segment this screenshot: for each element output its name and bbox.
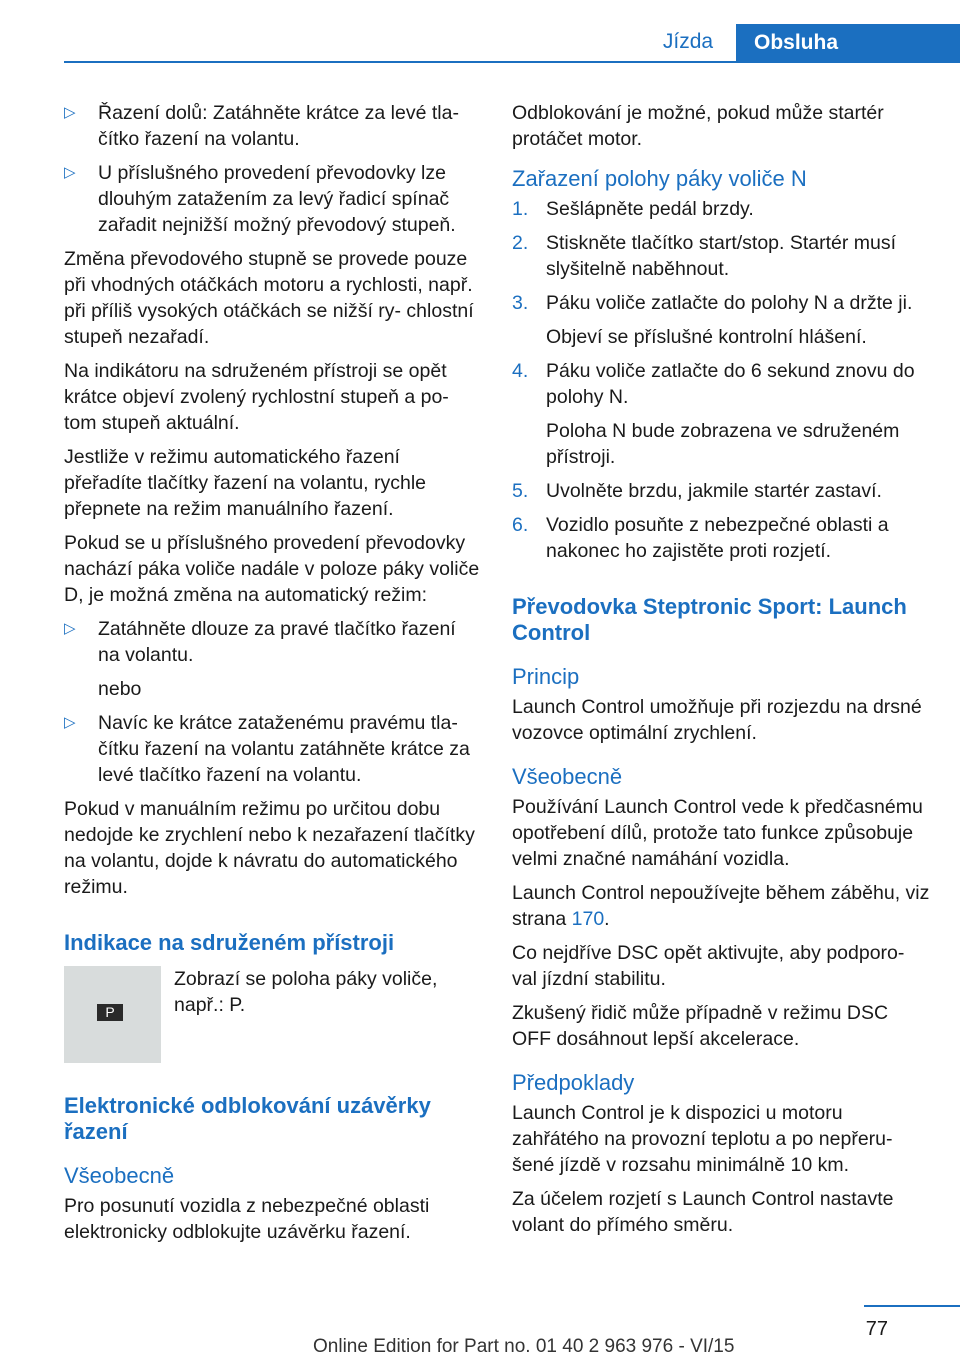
step-item	[512, 512, 932, 564]
step-note: Objeví se příslušné kontrolní hlášení.	[546, 326, 867, 348]
step-text: Páku voliče zatlačte do 6 sekund znovu do polohy N.	[546, 360, 915, 408]
step-number: 6.	[512, 514, 529, 536]
list-item-text: Navíc ke krátce zataženému pravému tla‐ čítku řazení na volantu zatáhněte krátce za levé tlačítko řazení na volantu.	[98, 712, 470, 786]
page-reference-link[interactable]: 170	[571, 908, 605, 930]
paragraph: Na indikátoru na sdruženém přístroji se opět krátce objeví zvolený rychlostní stupeň a po‐ tom stupeň aktuální.	[64, 360, 449, 434]
paragraph: Pokud v manuálním režimu po určitou dobu nedojde ke zrychlení nebo k nezařazení tlačítky na volantu, dojde k návratu do automatického režimu.	[64, 798, 475, 898]
bullet-triangle-icon: ▷	[64, 714, 76, 731]
bullet-triangle-icon: ▷	[64, 620, 76, 637]
page-number: 77	[865, 1318, 888, 1340]
step-item	[512, 196, 932, 222]
paragraph-text: .	[604, 908, 610, 930]
list-item-text: Řazení dolů: Zatáhněte krátce za levé tla‐ čítko řazení na volantu.	[98, 102, 459, 150]
bullet-triangle-icon: ▷	[64, 164, 76, 181]
paragraph: Pro posunutí vozidla z nebezpečné oblasti elektronicky odblokujte uzávěrku řazení.	[64, 1195, 430, 1243]
list-connector: nebo	[98, 678, 142, 700]
edition-footer: Online Edition for Part no. 01 40 2 963 976 - VI/15	[313, 1336, 735, 1357]
paragraph-text: Launch Control nepoužívejte během záběhu, viz strana	[512, 882, 930, 930]
paragraph: Za účelem rozjetí s Launch Control nastavte volant do přímého směru.	[512, 1188, 894, 1236]
paragraph: Launch Control je k dispozici u motoru zahřátého na provozní teplotu a po nepřeru‐ šené jízdě v rozsahu minimálně 10 km.	[512, 1102, 893, 1176]
step-text: Stiskněte tlačítko start/stop. Startér musí slyšitelně naběhnout.	[546, 232, 897, 280]
paragraph: Co nejdříve DSC opět aktivujte, aby podporo‐ val jízdní stabilitu.	[512, 942, 905, 990]
section-heading-prevodovka: Převodovka Steptronic Sport: Launch Control	[512, 594, 907, 645]
subheading-zarazeni: Zařazení polohy páky voliče N	[512, 166, 807, 191]
list-item	[64, 616, 482, 668]
step-item	[512, 478, 932, 504]
step-text: Sešlápněte pedál brzdy.	[546, 198, 754, 220]
step-number: 3.	[512, 292, 529, 314]
list-item	[64, 710, 482, 788]
header-rule	[64, 61, 960, 63]
paragraph: Používání Launch Control vede k předčasnému opotřebení dílů, protože tato funkce způsobuje velmi značné namáhání vozidla.	[512, 796, 923, 870]
figure-row	[64, 966, 482, 1063]
header-tab-obsluha[interactable]: Obsluha	[736, 24, 960, 62]
paragraph: Jestliže v režimu automatického řazení přeřadíte tlačítky řazení na volantu, rychle přepnete na režim manuálního řazení.	[64, 446, 427, 520]
step-item	[512, 230, 932, 282]
step-note: Poloha N bude zobrazena ve sdruženém přístroji.	[546, 420, 900, 468]
header-tab-jizda[interactable]: Jízda	[662, 30, 714, 53]
subheading-vseobecne: Všeobecně	[512, 764, 623, 789]
paragraph: Launch Control umožňuje při rozjezdu na drsné vozovce optimální zrychlení.	[512, 696, 922, 744]
step-text: Uvolněte brzdu, jakmile startér zastaví.	[546, 480, 882, 502]
step-item	[512, 358, 932, 410]
subheading-predpoklady: Předpoklady	[512, 1070, 635, 1095]
paragraph: Změna převodového stupně se provede pouze při vhodných otáčkách motoru a rychlosti, např. při příliš vysokých otáčkách se nižší ry‐ chlostní stupeň nezařadí.	[64, 248, 474, 348]
gear-display-figure	[64, 966, 161, 1063]
step-number: 4.	[512, 360, 529, 382]
step-number: 5.	[512, 480, 529, 502]
bullet-triangle-icon: ▷	[64, 104, 76, 121]
figure-caption: Zobrazí se poloha páky voliče, např.: P.	[174, 968, 438, 1016]
section-heading-elektronicke: Elektronické odblokování uzávěrky řazení	[64, 1093, 431, 1144]
right-column	[512, 100, 932, 1246]
step-text: Páku voliče zatlačte do polohy N a držte ji.	[546, 292, 913, 314]
list-item	[64, 100, 482, 152]
step-number: 1.	[512, 198, 529, 220]
subheading-princip: Princip	[512, 664, 580, 689]
step-item	[512, 290, 932, 316]
paragraph: Pokud se u příslušného provedení převodovky nachází páka voliče nadále v poloze páky voliče D, je možná změna na automatický režim:	[64, 532, 480, 606]
left-column	[64, 100, 482, 1253]
subheading-vseobecne: Všeobecně	[64, 1163, 175, 1188]
list-item-text: U příslušného provedení převodovky lze dlouhým zatažením za levý řadicí spínač zařadit nejnižší možný převodový stupeň.	[98, 162, 456, 236]
paragraph: Zkušený řidič může případně v režimu DSC OFF dosáhnout lepší akcelerace.	[512, 1002, 889, 1050]
step-text: Vozidlo posuňte z nebezpečné oblasti a nakonec ho zajistěte proti rozjetí.	[546, 514, 889, 562]
page-number-rule	[864, 1305, 960, 1307]
paragraph: Odblokování je možné, pokud může startér protáčet motor.	[512, 102, 884, 150]
list-item-text: Zatáhněte dlouze za pravé tlačítko řazení na volantu.	[98, 618, 456, 666]
section-heading-indikace: Indikace na sdruženém přístroji	[64, 930, 395, 955]
step-number: 2.	[512, 232, 529, 254]
park-indicator-icon: P	[97, 1004, 123, 1021]
paragraph	[512, 880, 932, 932]
list-item	[64, 160, 482, 238]
